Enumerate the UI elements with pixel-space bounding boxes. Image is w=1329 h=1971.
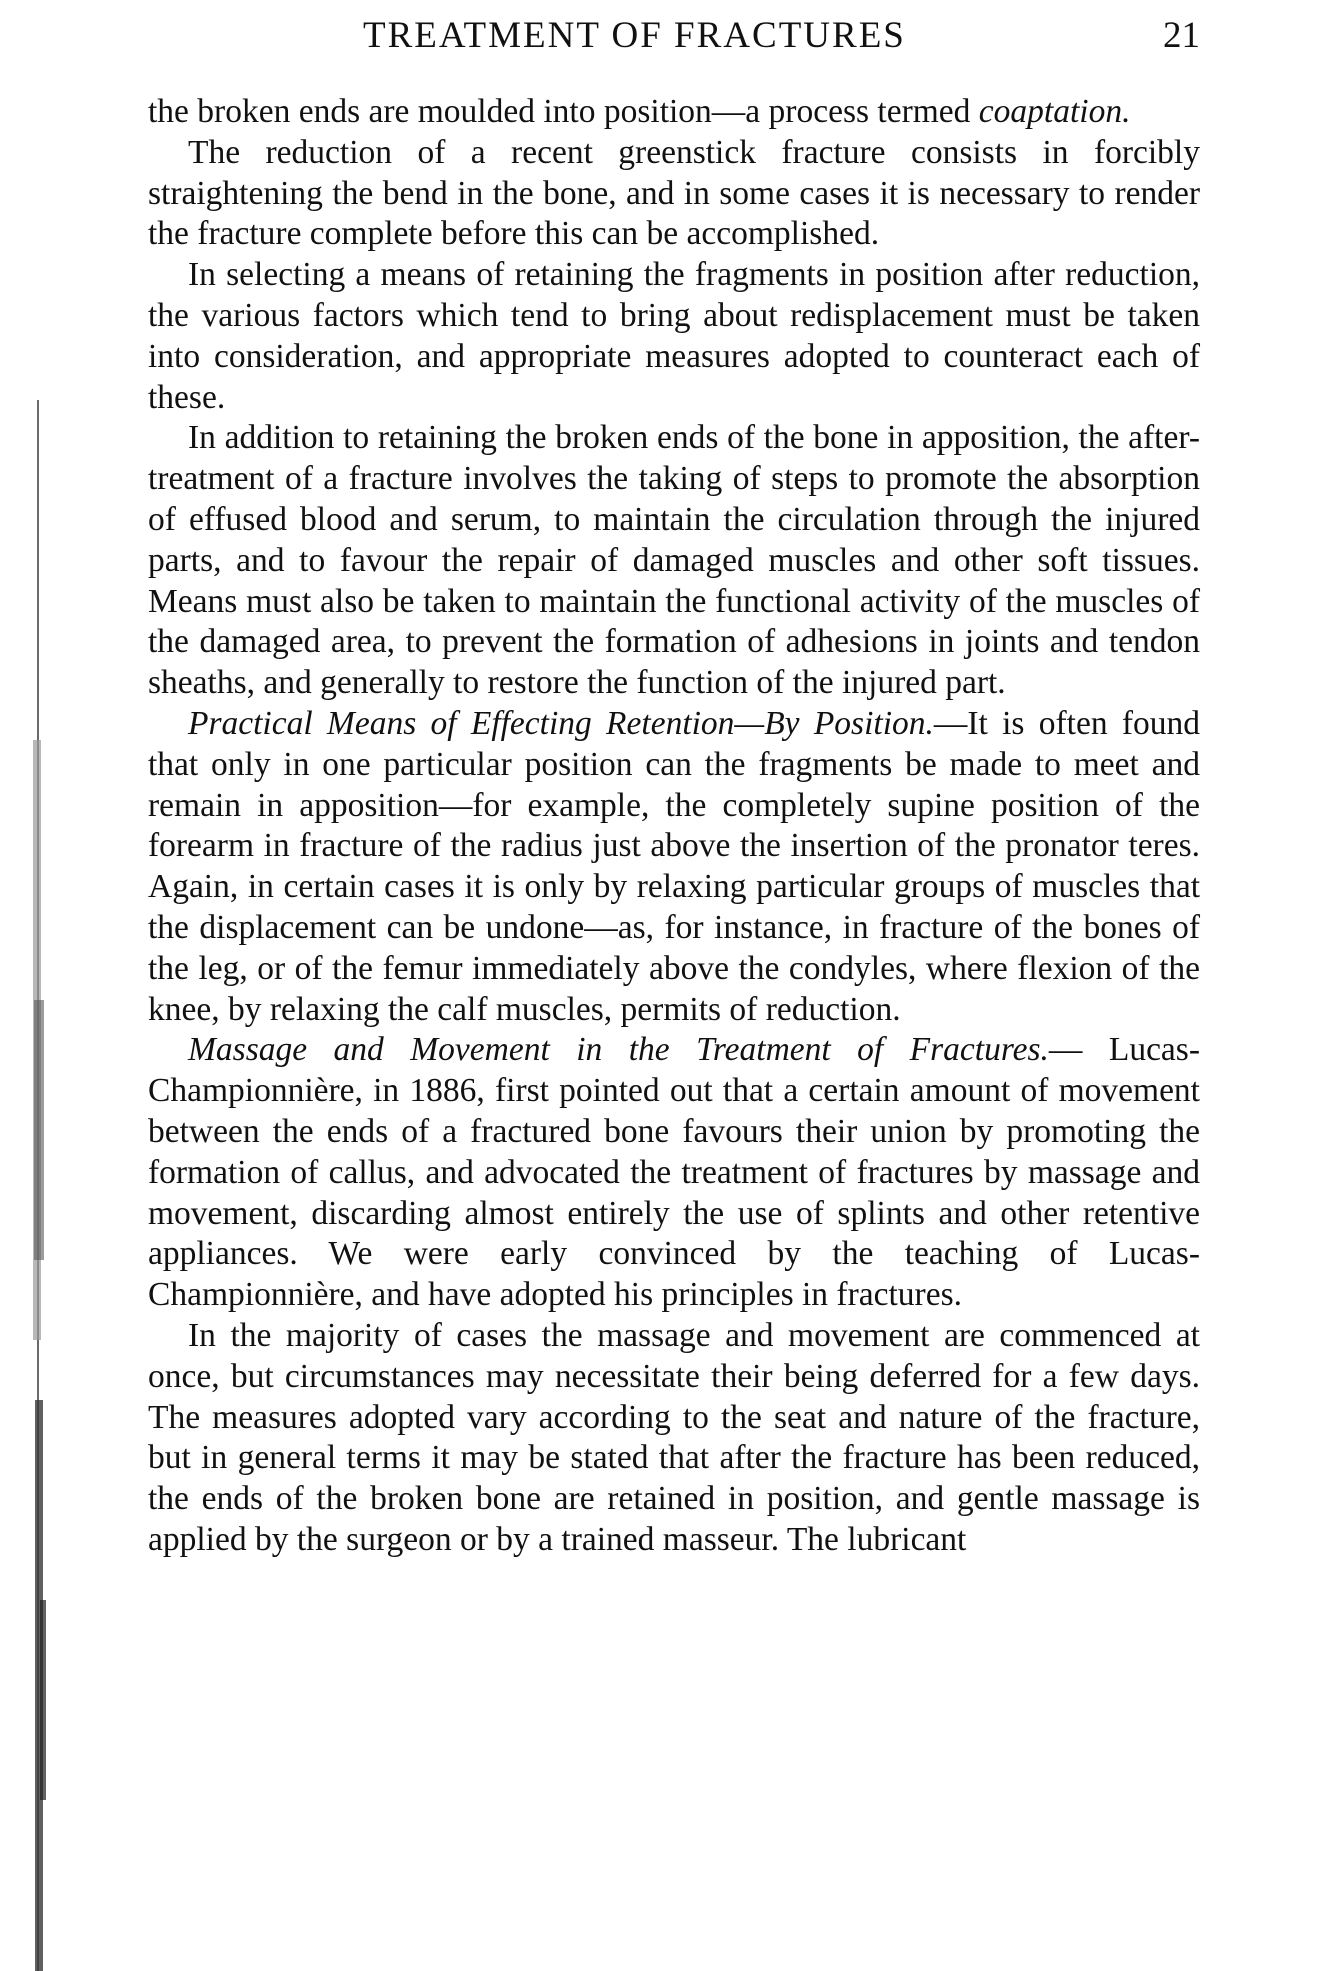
paragraph-7: In the majority of cases the massage and movement are commenced at once, but circumstances may necessitate their being deferred for a few days. The measures adopted vary according to the seat and nature of the fracture, but in general terms it may be stated that after the fracture has been reduced, the ends of the broken bone are retained in position, and gentle massage is applied by the surgeon or by a trained masseur. The lubricant [148,1316,1200,1558]
body-text [148,92,1200,1561]
paragraph-1-italic-term: coaptation. [978,93,1131,130]
page-number: 21 [1163,15,1200,56]
paragraph-6-text: — Lucas-Championnière, in 1886, first pointed out that a certain amount of movement between the ends of a fractured bone favours their union by promoting the formation of callus, and advocated the treatment of fractures by massage and movement, discarding almost entirely the use of splints and other retentive appliances. We were early convinced by the teaching of Lucas-Championnière, and have adopted his principles in fractures. [148,1031,1200,1314]
paragraph-3: In selecting a means of retaining the fragments in position after reduction, the various factors which tend to bring about redisplacement must be taken into consideration, and appropriate measures adopted to counteract each of these. [148,256,1200,416]
binding-shadow-edge [28,400,50,1971]
paragraph-1 [148,92,1200,133]
paragraph-5-text: —It is often found that only in one particular position can the fragments be made to meet and remain in apposition—for example, the completely supine position of the forearm in fracture of the radius just above the insertion of the pronator teres. Again, in certain cases it is only by relaxing particular groups of muscles that the displacement can be undone—as, for instance, in fracture of the bones of the leg, or of the femur immediately above the condyles, where flexion of the knee, by relaxing the calf muscles, permits of reduction. [148,704,1201,1028]
running-head [145,14,1200,58]
paragraph-4: In addition to retaining the broken ends of the bone in apposition, the after-treatment of a fracture involves the taking of steps to promote the absorption of effused blood and serum, to maintain the circulation through the injured parts, and to favour the repair of damaged muscles and other soft tissues. Means must also be taken to maintain the functional activity of the muscles of the damaged area, to prevent the formation of adhesions in joints and tendon sheaths, and generally to restore the function of the injured part. [148,419,1200,702]
paragraph-6 [148,1030,1200,1316]
running-head-title: TREATMENT OF FRACTURES [363,15,906,56]
paragraph-2: The reduction of a recent greenstick fracture consists in forcibly straightening the bend in the bone, and in some cases it is necessary to render the fracture complete before this can be accomplished. [148,133,1200,253]
paragraph-1-text: the broken ends are moulded into position—a process termed [148,93,979,130]
section-heading-retention: Practical Means of Effecting Retention—By Position. [188,704,934,742]
paragraph-5 [148,704,1200,1030]
section-heading-massage: Massage and Movement in the Treatment of Fractures. [188,1031,1049,1069]
